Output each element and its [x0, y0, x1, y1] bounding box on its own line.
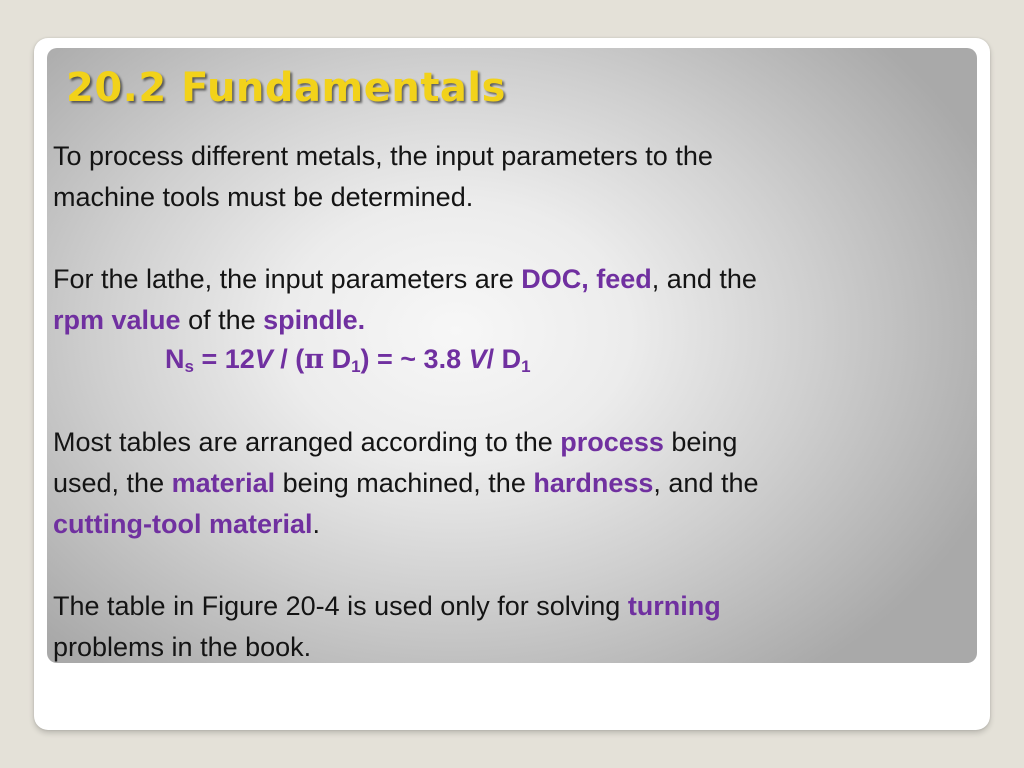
paragraph-1-line-2: machine tools must be determined.: [53, 182, 474, 212]
paragraph-3-line-2: [53, 463, 759, 504]
formula-part: D: [324, 344, 352, 374]
highlight-process: process: [560, 427, 664, 457]
paragraph-4-line-2: problems in the book.: [53, 632, 312, 662]
paragraph-1-line-1: To process different metals, the input parameters to the: [53, 141, 713, 171]
highlight-doc-feed: DOC, feed: [521, 264, 652, 294]
paragraph-3-line-1: [53, 422, 737, 463]
formula-part: / (: [272, 344, 305, 374]
text: .: [312, 509, 321, 539]
formula-pi: π: [304, 344, 325, 375]
text: being: [663, 427, 738, 457]
formula-var-v: V: [468, 344, 487, 374]
highlight-cutting-tool-material: cutting-tool material: [53, 509, 313, 539]
text: of the: [180, 305, 264, 335]
text: Most tables are arranged according to the: [53, 427, 561, 457]
formula-part: / D: [486, 344, 522, 374]
text: , and the: [651, 264, 757, 294]
highlight-turning: turning: [627, 591, 721, 621]
highlight-hardness: hardness: [533, 468, 654, 498]
formula-d-subscript: 1: [521, 357, 531, 376]
formula-var-v: V: [254, 344, 273, 374]
highlight-rpm-value: rpm value: [53, 305, 181, 335]
formula-part: ) = ~ 3.8: [360, 344, 469, 374]
highlight-spindle: spindle.: [263, 305, 366, 335]
formula-ns: N: [165, 344, 185, 374]
text: , and the: [653, 468, 759, 498]
spindle-speed-formula: [165, 339, 531, 380]
text: The table in Figure 20-4 is used only for solving: [53, 591, 628, 621]
formula-part: = 12: [193, 344, 255, 374]
paragraph-2-line-2: [53, 300, 365, 341]
formula-ns-subscript: s: [184, 357, 194, 376]
paragraph-2-line-1: [53, 259, 757, 300]
formula-d-subscript: 1: [351, 357, 361, 376]
highlight-material: material: [171, 468, 276, 498]
paragraph-3-line-3: [53, 504, 320, 545]
text: used, the: [53, 468, 172, 498]
slide-title: 20.2 Fundamentals: [66, 65, 506, 111]
text: For the lathe, the input parameters are: [53, 264, 522, 294]
text: being machined, the: [275, 468, 534, 498]
paragraph-4-line-1: [53, 586, 721, 627]
